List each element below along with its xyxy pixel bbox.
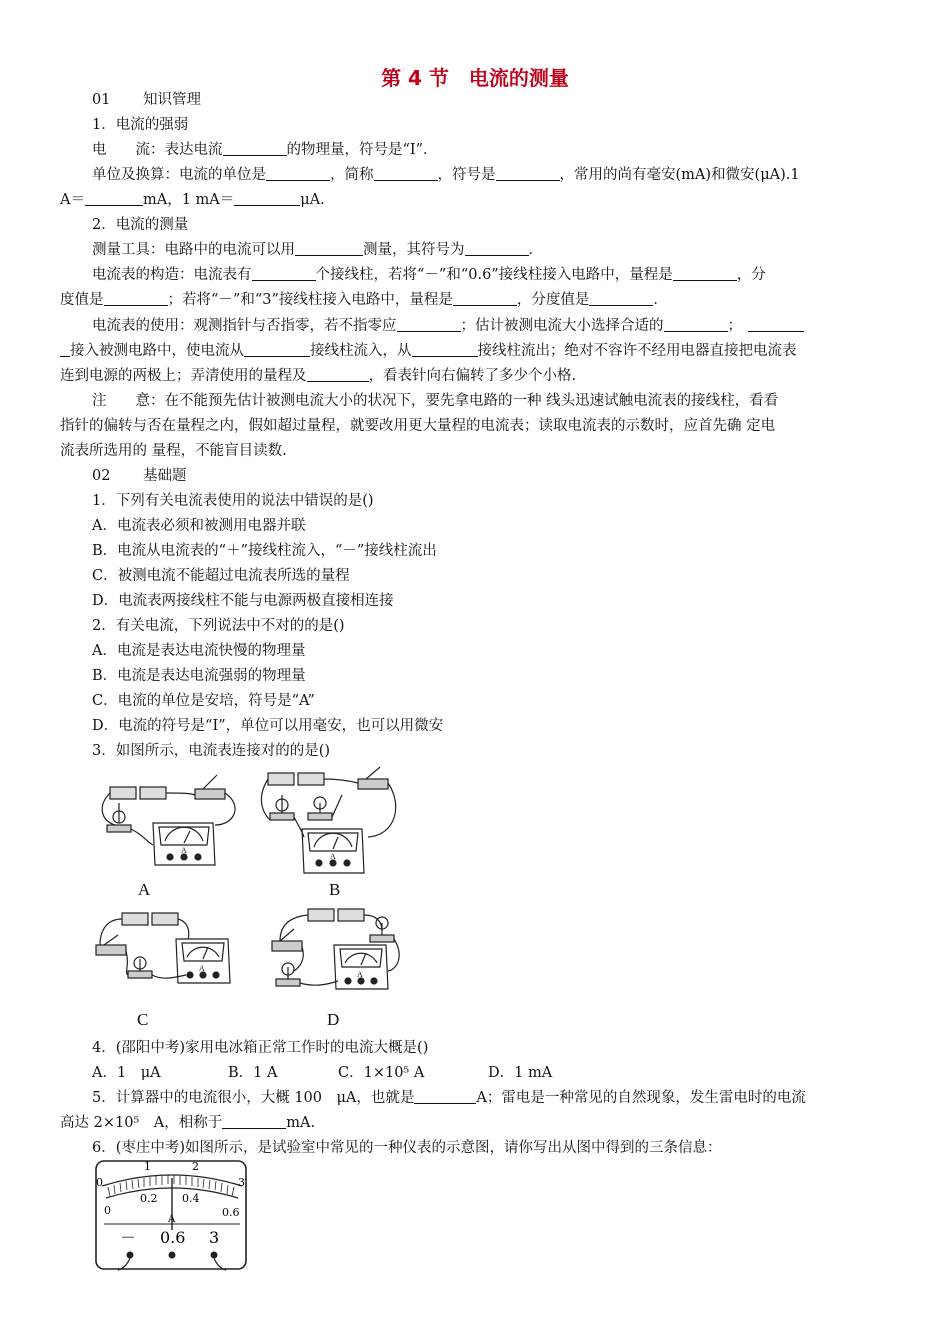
- option: C．1×10⁵ A: [338, 1065, 425, 1081]
- section-number: 01: [92, 92, 111, 108]
- figure-caption: D: [327, 1010, 340, 1029]
- option: C．电流的单位是安培，符号是“A”: [92, 693, 315, 709]
- figure-caption: C: [137, 1010, 149, 1029]
- text-line: 注 意：在不能预先估计被测电流大小的状况下，要先拿电路的一种 线头迅速试触电流表的接线柱，看看: [92, 393, 779, 409]
- text-line: 电 流：表达电流 的物理量，符号是“I”．: [92, 142, 438, 158]
- figure-caption: B: [329, 880, 341, 899]
- meter-letter: A: [330, 852, 336, 861]
- question-stem: 1．下列有关电流表使用的说法中错误的是(): [92, 493, 374, 509]
- text-line: A＝ mA，1 mA＝ μA.: [60, 192, 325, 208]
- text-line: 高达 2×10⁵ A，相称于 mA.: [60, 1115, 316, 1131]
- subsection-heading: 1．电流的强弱: [92, 117, 189, 133]
- question-stem: 6．(枣庄中考)如图所示，是试验室中常见的一种仪表的示意图，请你写出从图中得到的三条信息：: [92, 1140, 722, 1156]
- terminal-label: 0.6: [160, 1228, 186, 1247]
- option: B．电流是表达电流强弱的物理量: [92, 668, 306, 684]
- text-line: 指针的偏转与否在量程之内，假如超过量程，就要改用更大量程的电流表；读取电流表的示数时，应首先确 定电: [60, 418, 776, 434]
- meter-letter: A: [199, 964, 205, 973]
- circuit-figure-d: [264, 905, 414, 1005]
- section-label: 知识管理: [143, 92, 201, 108]
- option: B．1 A: [228, 1065, 278, 1081]
- option: A．1 μA: [92, 1065, 161, 1081]
- question-stem: 2．有关电流，下列说法中不对的的是(): [92, 618, 345, 634]
- circuit-figure-c: [90, 905, 240, 1005]
- terminal-label: 3: [209, 1228, 220, 1247]
- text-line: 流表所选用的 量程，不能盲目读数.: [60, 443, 287, 459]
- option: B．电流从电流表的“＋”接线柱流入，“－”接线柱流出: [92, 543, 437, 559]
- scale-label-top: 2: [192, 1160, 199, 1173]
- text-line: 电流表的使用：观测指针与否指零，若不指零应 ；估计被测电流大小选择合适的 ；: [92, 316, 804, 336]
- option: A．电流表必须和被测用电器并联: [92, 518, 306, 534]
- text-line: 5．计算器中的电流很小，大概 100 μA，也就是 A；雷电是一种常见的自然现象，发生雷电时的电流: [92, 1090, 806, 1106]
- option: A．电流是表达电流快慢的物理量: [92, 643, 306, 659]
- scale-label-bottom: 0.2: [140, 1192, 158, 1205]
- scale-label-top: 3: [238, 1176, 245, 1189]
- scale-label-bottom: 0.4: [182, 1192, 200, 1205]
- meter-letter: A: [181, 846, 187, 855]
- option: C．被测电流不能超过电流表所选的量程: [92, 568, 350, 584]
- scale-label-top: 1: [144, 1160, 151, 1173]
- text-line: 测量工具：电路中的电流可以用 测量，其符号为 ．: [92, 242, 543, 258]
- section-number: 02: [92, 468, 111, 484]
- unit-label: A: [168, 1214, 176, 1225]
- subsection-heading: 2．电流的测量: [92, 217, 189, 233]
- text-line: 接入被测电路中，使电流从 接线柱流入，从 接线柱流出；绝对不容许不经用电器直接把电流表: [60, 341, 797, 361]
- text-line: 电流表的构造：电流表有 个接线柱，若将“－”和“0.6”接线柱接入电路中，量程是 ，分: [92, 267, 766, 283]
- ammeter-dial-figure: [92, 1158, 252, 1276]
- option: D．1 mA: [488, 1065, 553, 1081]
- text-line: 度值是 ；若将“－”和“3”接线柱接入电路中，量程是 ，分度值是 ．: [60, 292, 668, 308]
- meter-letter: A: [357, 970, 363, 979]
- scale-label-top: 0: [96, 1176, 103, 1189]
- question-stem: 4．(邵阳中考)家用电冰箱正常工作时的电流大概是(): [92, 1040, 429, 1056]
- option: D．电流表两接线柱不能与电源两极直接相连接: [92, 593, 394, 609]
- option: D．电流的符号是“I”，单位可以用毫安，也可以用微安: [92, 718, 444, 734]
- question-stem: 3．如图所示，电流表连接对的的是(): [92, 743, 331, 759]
- text-line: 单位及换算：电流的单位是 ，简称 ，符号是 ，常用的尚有毫安(mA)和微安(μA).1: [92, 167, 800, 183]
- scale-label-bottom: 0: [104, 1204, 111, 1217]
- section-label: 基础题: [143, 468, 187, 484]
- text-line: 连到电源的两极上；弄清使用的量程及 ，看表针向右偏转了多少个小格.: [60, 368, 577, 384]
- page-title: 第 4 节 电流的测量: [381, 66, 569, 90]
- scale-label-bottom: 0.6: [222, 1206, 240, 1219]
- terminal-label: －: [120, 1228, 137, 1247]
- circuit-figure-b: [258, 765, 408, 880]
- figure-caption: A: [138, 880, 151, 899]
- circuit-figure-a: [95, 765, 245, 880]
